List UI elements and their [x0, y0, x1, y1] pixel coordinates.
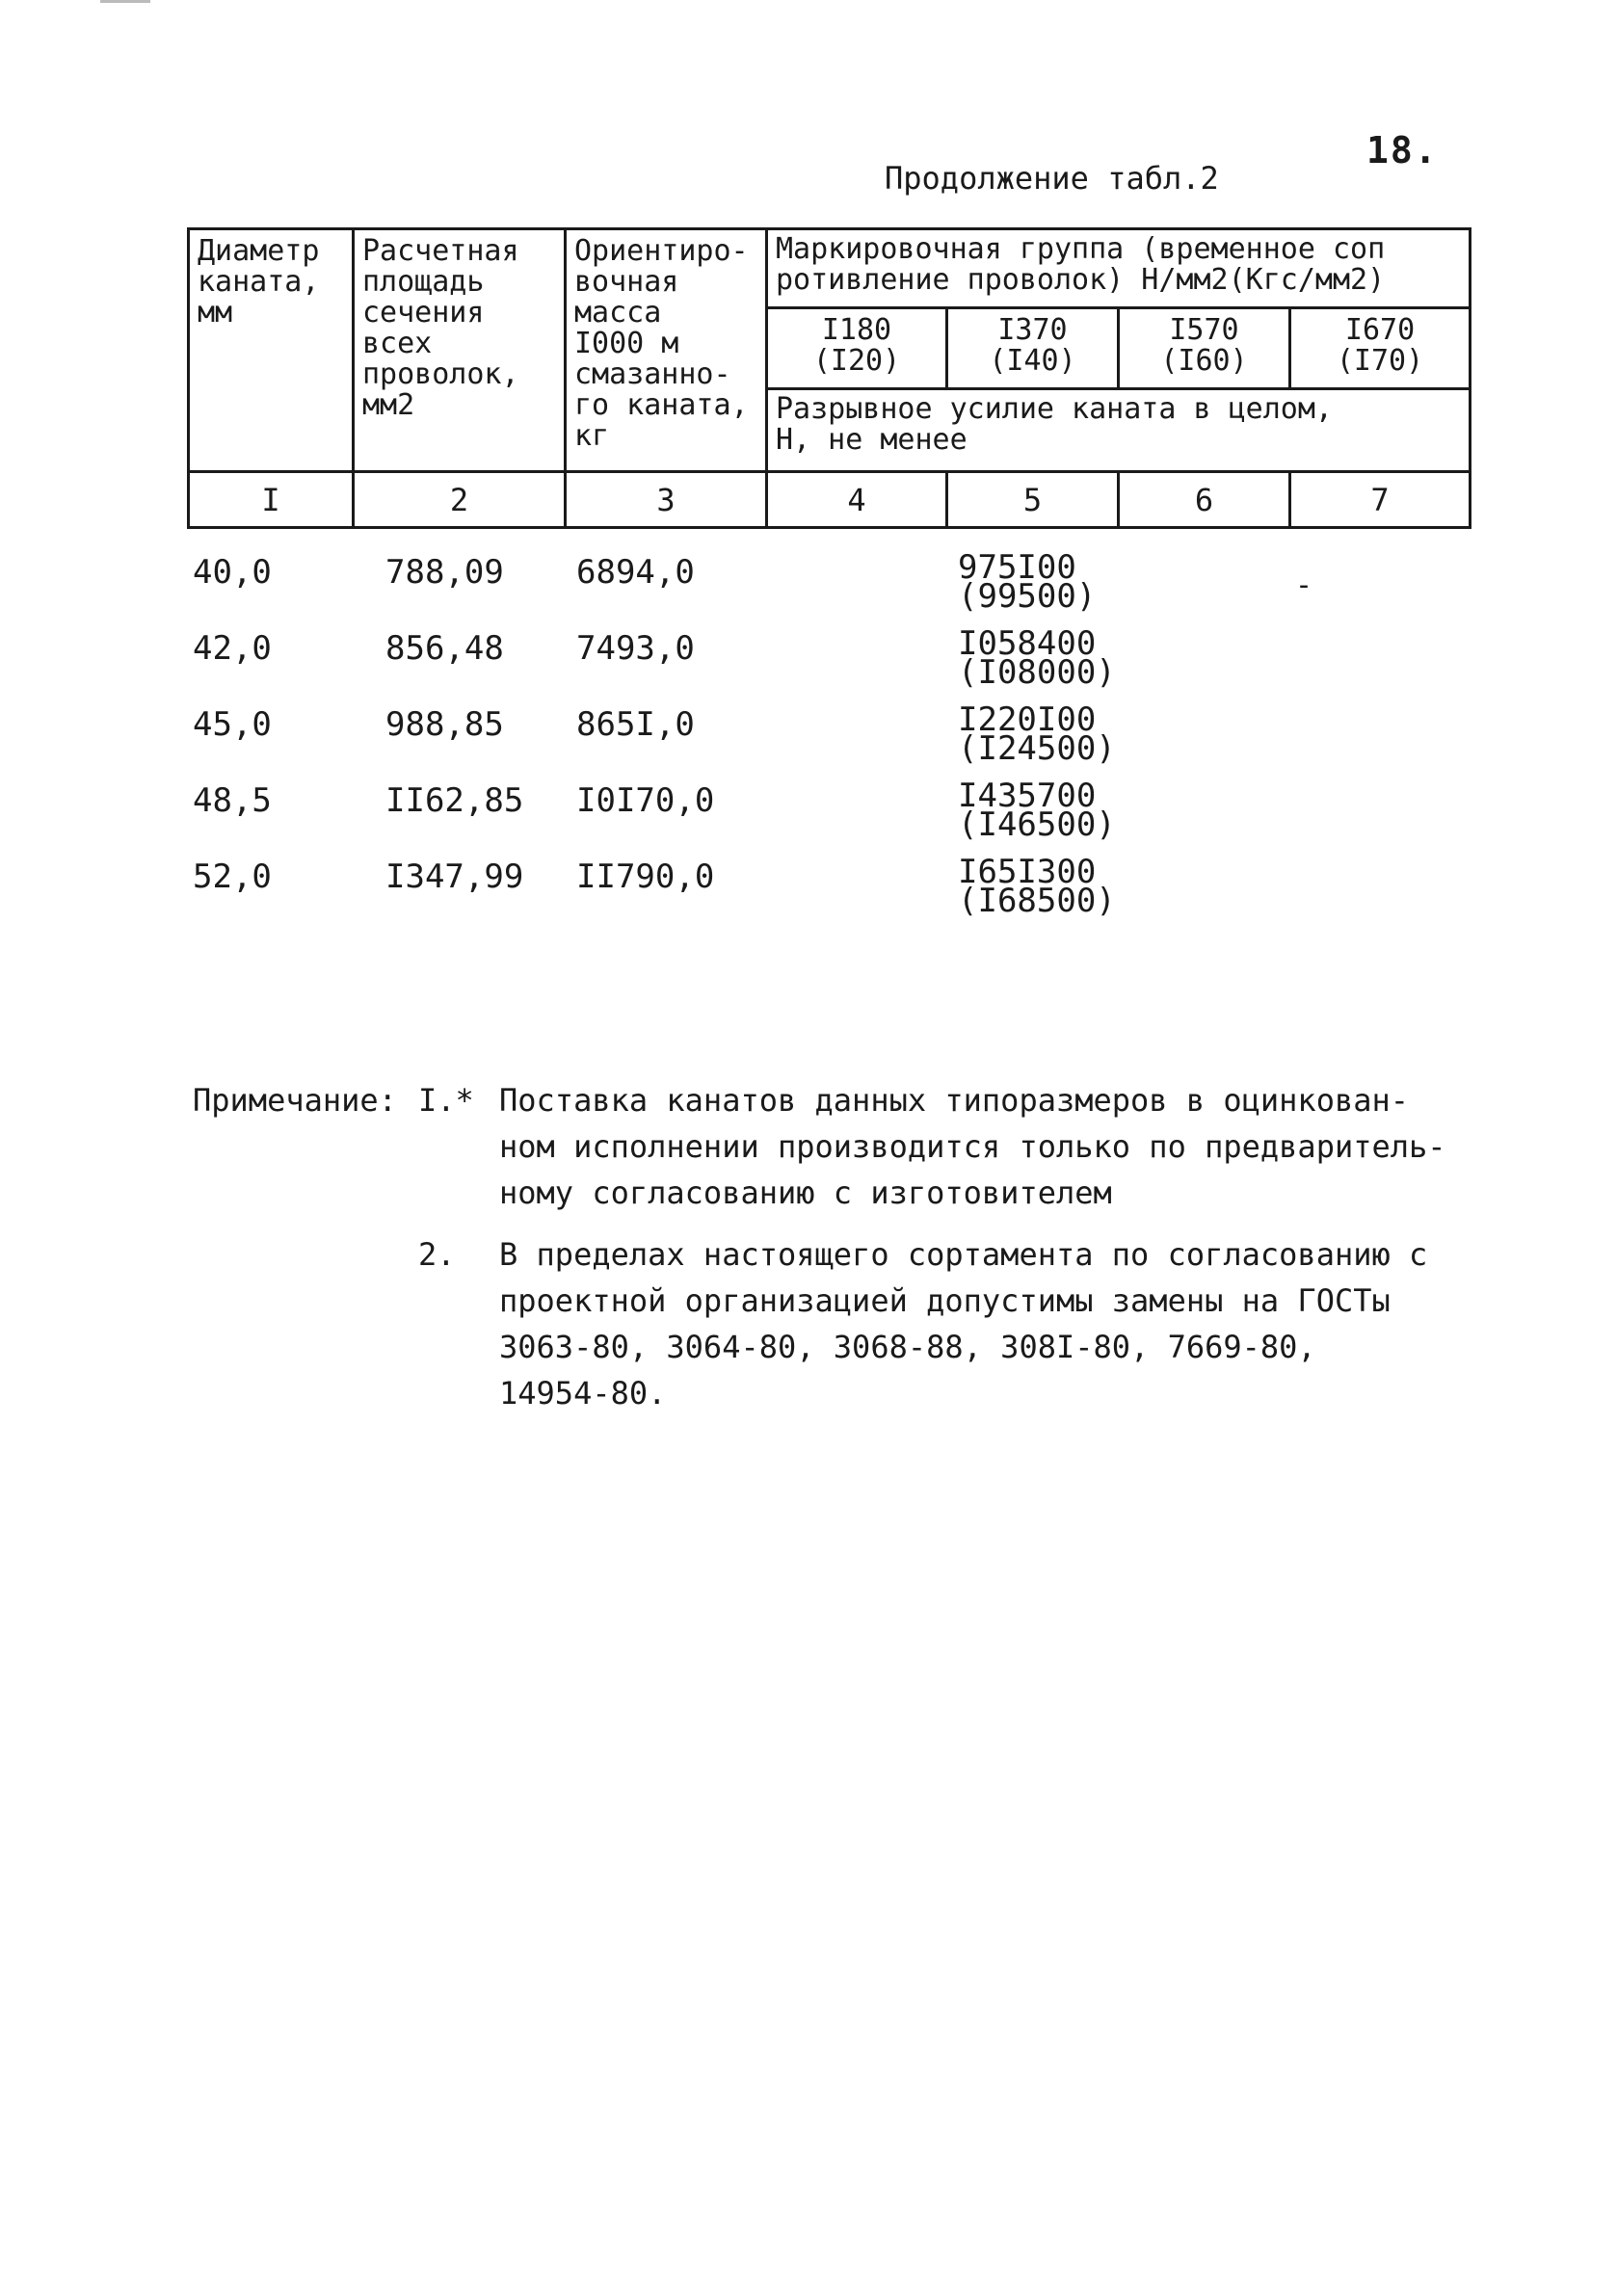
force-kgf: (99500)	[958, 577, 1097, 616]
force-kgf: (I08000)	[958, 653, 1116, 692]
cell-mass: 865I,0	[576, 705, 695, 744]
cell-diameter: 45,0	[193, 705, 272, 744]
table-row	[0, 853, 1617, 933]
column-number: 5	[947, 472, 1119, 528]
note-text: В пределах настоящего сортамента по согласованию с проектной организацией допустимы замены на ГОСТы 3063-80, 3064-80, 3068-88, 308I-80, 7669-80, 14954-80.	[499, 1236, 1428, 1412]
column-number: 4	[767, 472, 947, 528]
force-kgf: (I68500)	[958, 882, 1116, 920]
header-area: Расчетная площадь сечения всех проволок, мм2	[354, 229, 566, 472]
note-number: I.*	[418, 1082, 474, 1119]
note-label: Примечание:	[193, 1082, 397, 1119]
header-group-1180: I180 (I20)	[767, 308, 947, 389]
note-number: 2.	[418, 1236, 456, 1273]
table-row	[0, 624, 1617, 704]
cell-mass: 6894,0	[576, 553, 695, 592]
header-diameter: Диаметр каната, мм	[189, 229, 354, 472]
dash-mark: -	[1295, 568, 1313, 602]
cell-breaking-force	[958, 777, 1116, 844]
force-kgf: (I24500)	[958, 729, 1116, 768]
header-mass: Ориентиро- вочная масса I000 м смазанно- го каната, кг	[566, 229, 767, 472]
cell-diameter: 52,0	[193, 858, 272, 896]
force-kgf: (I46500)	[958, 805, 1116, 844]
force-newton: I220I00	[958, 700, 1097, 739]
force-newton: I65I300	[958, 853, 1097, 891]
column-number: 7	[1290, 472, 1471, 528]
cell-area: 988,85	[385, 705, 504, 744]
column-number: 6	[1119, 472, 1290, 528]
cell-area: 856,48	[385, 629, 504, 668]
header-group-1370: I370 (I40)	[947, 308, 1119, 389]
force-newton: I058400	[958, 624, 1097, 663]
cell-breaking-force	[958, 853, 1116, 920]
cell-mass: I0I70,0	[576, 781, 715, 820]
header-group-1570: I570 (I60)	[1119, 308, 1290, 389]
cell-area: 788,09	[385, 553, 504, 592]
cell-diameter: 42,0	[193, 629, 272, 668]
cell-diameter: 48,5	[193, 781, 272, 820]
header-breaking-force: Разрывное усилие каната в целом, Н, не менее	[767, 389, 1471, 472]
cell-mass: 7493,0	[576, 629, 695, 668]
cell-breaking-force	[958, 624, 1116, 692]
cell-area: I347,99	[385, 858, 524, 896]
cell-mass: II790,0	[576, 858, 715, 896]
cell-breaking-force	[958, 548, 1097, 616]
force-newton: 975I00	[958, 548, 1076, 587]
top-edge-mark	[100, 0, 150, 3]
cell-breaking-force	[958, 700, 1116, 768]
force-newton: I435700	[958, 777, 1097, 815]
column-number: 3	[566, 472, 767, 528]
header-marking-group: Маркировочная группа (временное соп ротивление проволок) Н/мм2(Кгс/мм2)	[767, 229, 1471, 308]
note-text: Поставка канатов данных типоразмеров в оцинкован- ном исполнении производится только по предваритель- ному согласованию с изготовителем	[499, 1082, 1446, 1211]
table-row	[0, 777, 1617, 857]
column-number: I	[189, 472, 354, 528]
rope-specs-table-header	[187, 227, 1471, 529]
column-number: 2	[354, 472, 566, 528]
cell-diameter: 40,0	[193, 553, 272, 592]
header-group-1670: I670 (I70)	[1290, 308, 1471, 389]
table-row	[0, 700, 1617, 780]
table-row	[0, 548, 1617, 628]
cell-area: II62,85	[385, 781, 524, 820]
table-continuation-caption: Продолжение табл.2	[885, 160, 1219, 197]
page-number: 18.	[1366, 129, 1439, 172]
